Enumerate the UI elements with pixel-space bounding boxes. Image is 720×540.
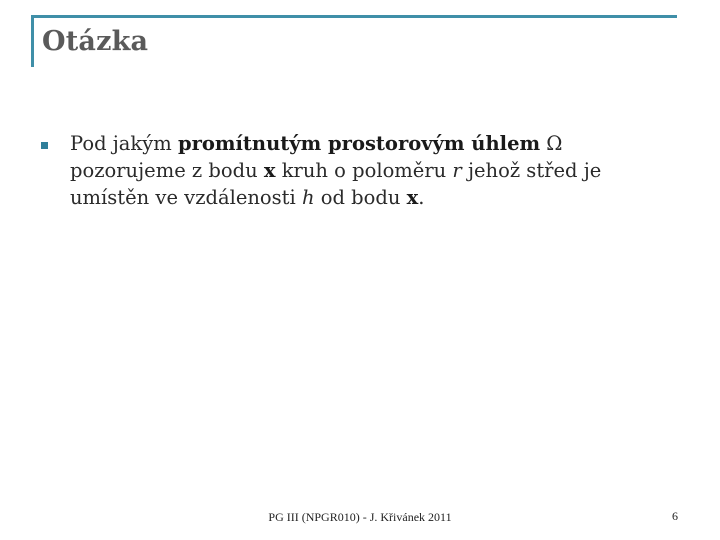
text-segment: . [418, 186, 425, 209]
text-segment-bold: x [263, 159, 276, 182]
text-segment: kruh o poloměru [275, 159, 453, 182]
bullet-text [70, 130, 660, 211]
text-segment-bold: x [406, 186, 419, 209]
footer-text: PG III (NPGR010) - J. Křivánek 2011 [268, 510, 452, 524]
title-accent-line-top [31, 15, 677, 18]
text-segment-bold: promítnutým prostorovým úhlem [177, 132, 541, 155]
text-segment: jehož střed je umístěn ve vzdálenosti [70, 159, 602, 209]
text-segment: od bodu [314, 186, 407, 209]
text-segment: Ω pozorujeme z bodu [70, 132, 563, 182]
text-segment: Pod jakým [70, 132, 178, 155]
text-segment-italic: h [301, 186, 315, 209]
page-number: 6 [672, 509, 678, 523]
square-bullet-icon [41, 142, 48, 149]
text-segment-italic: r [452, 159, 462, 182]
title-accent-line-left [31, 15, 34, 67]
slide-title: Otázka [42, 26, 149, 57]
